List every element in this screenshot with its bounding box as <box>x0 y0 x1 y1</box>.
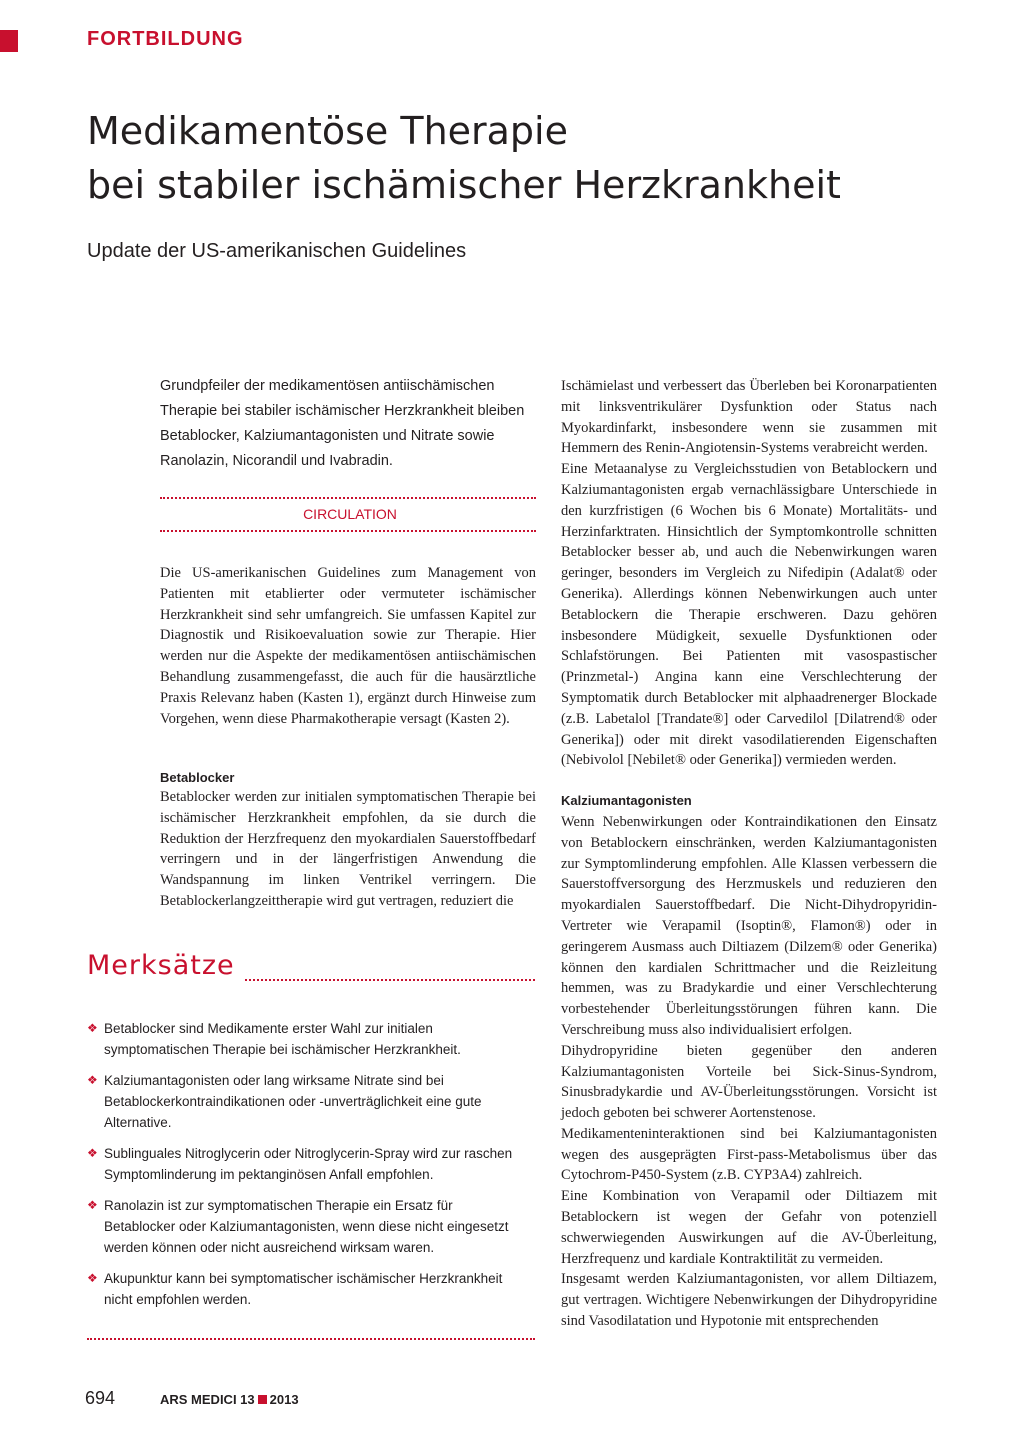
key-points-bottom-rule <box>87 1338 535 1340</box>
key-point-text: Akupunktur kann bei symptomatischer ischämischer Herzkrankheit nicht empfohlen werden. <box>104 1271 503 1307</box>
article-lead: Grundpfeiler der medikamentösen antiischämischen Therapie bei stabiler ischämischer Herzkrankheit bleiben Betablocker, Kalziumantagonisten und Nitrate sowie Ranolazin, Nicorandil und Ivabradin. <box>160 378 525 469</box>
divider-bottom <box>160 530 536 532</box>
betablocker-heading: Betablocker <box>160 770 235 785</box>
key-point <box>87 1268 527 1310</box>
page-number: 694 <box>85 1388 116 1408</box>
key-points-heading-rule <box>245 979 535 981</box>
section-label: FORTBILDUNG <box>87 28 244 50</box>
key-point <box>87 1018 527 1060</box>
key-point-text: Kalziumantagonisten oder lang wirksame Nitrate sind bei Betablockerkontraindikationen oder -unverträglichkeit eine gute Alternative. <box>104 1073 482 1130</box>
article-title <box>87 104 987 212</box>
key-point-text: Ranolazin ist zur symptomatischen Therapie ein Ersatz für Betablocker oder Kalziumantagonisten, wenn diese nicht eingesetzt werden können oder nicht ausreichend wirksam waren. <box>104 1198 509 1255</box>
journal-info <box>160 1392 299 1407</box>
key-point <box>87 1070 527 1133</box>
paragraph: Medikamenteninteraktionen sind bei Kalziumantagonisten wegen des ausgeprägten First-pass-Metabolismus über das Cytochrom-P450-System (z.B. CYP3A4) zahlreich. <box>561 1125 937 1184</box>
journal-year: 2013 <box>269 1392 299 1407</box>
journal-name: ARS MEDICI 13 <box>160 1392 255 1407</box>
key-point <box>87 1195 527 1258</box>
divider-top <box>160 497 536 499</box>
key-point <box>87 1143 527 1185</box>
key-points-heading: Merksätze <box>87 950 235 981</box>
diamond-bullet-icon: ❖ <box>87 1198 98 1212</box>
diamond-bullet-icon: ❖ <box>87 1271 98 1285</box>
article-title-line-1: Medikamentöse Therapie <box>87 109 568 153</box>
key-point-text: Sublinguales Nitroglycerin oder Nitroglycerin-Spray wird zur raschen Symptomlinderung im pektanginösen Anfall empfohlen. <box>104 1146 513 1182</box>
paragraph: Dihydropyridine bieten gegenüber den anderen Kalziumantagonisten Vorteile bei Sick-Sinus-Syndrom, Sinusbradykardie und AV-Überleitungsstörungen. Vorsicht ist jedoch geboten bei schwerer Aortenstenose. <box>561 1042 937 1122</box>
diamond-bullet-icon: ❖ <box>87 1146 98 1160</box>
section-marker <box>0 30 18 52</box>
article-source: CIRCULATION <box>303 506 397 522</box>
paragraph: Insgesamt werden Kalziumantagonisten, vor allem Diltiazem, gut vertragen. Wichtigere Nebenwirkungen der Dihydropyridine sind Vasodilatation und Hypotonie mit entsprechenden <box>561 1271 937 1330</box>
paragraph: Eine Kombination von Verapamil oder Diltiazem mit Betablockern ist wegen der Gefahr von potenziell schwerwiegenden Auswirkungen auf die AV-Überleitung, Herzfrequenz und kardiale Kontraktilität zu vermeiden. <box>561 1188 937 1267</box>
paragraph: Wenn Nebenwirkungen oder Kontraindikationen den Einsatz von Betablockern einschränken, werden Kalziumantagonisten zur Symptomlinderung empfohlen. Alle Klassen verbessern die Sauerstoffversorgung des Herzmuskels und reduzieren den myokardialen Sauerstoffbedarf. Die Nicht-Dihydropyridin-Vertreter wie Verapamil (Isoptin®, Flamon®) oder in geringerem Ausmass auch Diltiazem (Dilzem® oder Generika) können den kardialen Schrittmacher und die Reizleitung hemmen, was zu Bradykardie und einer Verschlechterung vorbestehender Überleitungsstörungen führen kann. Die Verschreibung muss also individualisiert erfolgen. <box>561 813 937 1038</box>
separator-square-icon <box>258 1395 267 1404</box>
article-title-line-2: bei stabiler ischämischer Herzkrankheit <box>87 163 841 207</box>
diamond-bullet-icon: ❖ <box>87 1073 98 1087</box>
intro-paragraph: Die US-amerikanischen Guidelines zum Management von Patienten mit etablierter oder vermuteter ischämischer Herzkrankheit sind sehr umfangreich. Sie umfassen Kapitel zur Diagnostik und Risikoevaluation sowie zur Therapie. Hier werden nur die Aspekte der medikamentösen antiischämischen Behandlung zusammengefasst, die auch für die hausärztliche Praxis Relevanz haben (Kasten 1), ergänzt durch Hinweise zum Vorgehen, wenn diese Pharmakotherapie versagt (Kasten 2). <box>160 565 536 727</box>
left-column-intro <box>160 563 536 729</box>
key-point-text: Betablocker sind Medikamente erster Wahl zur initialen symptomatischen Therapie bei ischämischer Herzkrankheit. <box>104 1021 461 1057</box>
article-subtitle: Update der US-amerikanischen Guidelines <box>87 240 467 262</box>
paragraph: Ischämielast und verbessert das Überleben bei Koronarpatienten mit linksventrikulärer Dysfunktion oder Status nach Myokardinfarkt, insbesondere wenn sie zusammen mit Hemmern des Renin-Angiotensin-Systems verabreicht werden. <box>561 378 937 457</box>
key-points-list <box>87 1018 527 1320</box>
paragraph: Eine Metaanalyse zu Vergleichsstudien von Betablockern und Kalziumantagonisten ergab vernachlässigbare Unterschiede in den kurzfristigen (6 Wochen bis 6 Monate) Mortalitäts- und Herzinfarktraten. Hinsichtlich der Symptomkontrolle schnitten Betablocker besser ab, und auch die Nebenwirkungen waren geringer, besonders im Vergleich zu Nifedipin (Adalat® oder Generika). Allerdings können Nebenwirkungen auch unter Betablockern die Therapie erschweren. Dazu gehören insbesondere Müdigkeit, sexuelle Dysfunktionen oder Schlafstörungen. Bei Patienten mit vasospastischer (Prinzmetal-) Angina kann eine Verschlechterung der Symptomatik durch Betablocker mit alphaadrenerger Blockade (z.B. Labetalol [Trandate®] oder Carvedilol [Dilatrend® oder Generika]) oder mit direkt vasodilatierenden Eigenschaften (Nebivolol [Nebilet® oder Generika]) vermieden werden. <box>561 461 937 769</box>
diamond-bullet-icon: ❖ <box>87 1021 98 1035</box>
right-column <box>561 376 937 1332</box>
betablocker-paragraph: Betablocker werden zur initialen symptomatischen Therapie bei ischämischer Herzkrankheit empfohlen, da sie durch die Reduktion der Herzfrequenz den myokardialen Sauerstoffbedarf verringern und in der längerfristigen Anwendung die Wandspannung im linken Ventrikel verringern. Die Betablockerlangzeittherapie wird gut vertragen, reduziert die <box>160 789 536 909</box>
betablocker-section <box>160 770 536 912</box>
kalzium-heading: Kalziumantagonisten <box>561 793 692 809</box>
